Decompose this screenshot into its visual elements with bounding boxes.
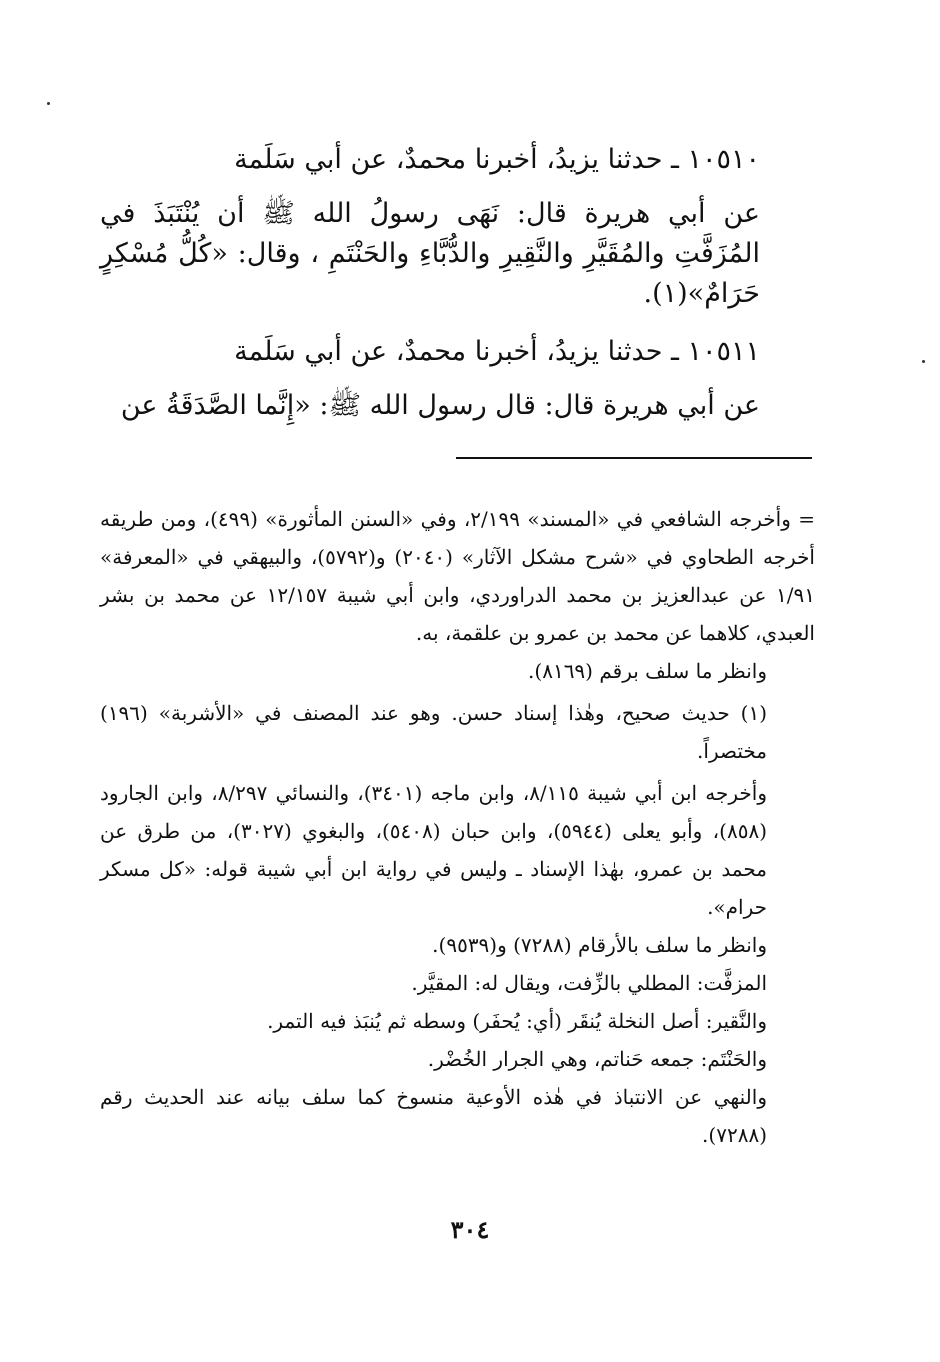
footnote-1-gloss-naqir: والنَّقير: أصل النخلة يُنقَر (أي: يُحفَر) وسطه ثم يُنبَذ فيه التمر. bbox=[267, 1009, 767, 1033]
footnote-separator bbox=[456, 457, 812, 459]
footnote-1-crossref: وانظر ما سلف بالأرقام (٧٢٨٨) و(٩٥٣٩). bbox=[432, 933, 767, 957]
footnote-continuation-ref: وانظر ما سلف برقم (٨١٦٩). bbox=[528, 659, 767, 683]
page-number: ٣٠٤ bbox=[450, 1215, 490, 1244]
footnote-1-sources: وأخرجه ابن أبي شيبة ٨/١١٥، وابن ماجه (٣٤٠١)، والنسائي ٨/٢٩٧، وابن الجارود (٨٥٨)، وأبو يعلى (٥٩٤٤)، وابن حبان (٥٤٠٨)، والبغوي (٣٠٢٧)، من طرق عن محمد بن عمرو، بهٰذا الإسناد ـ وليس في رواية ابن أبي شيبة قوله: «كل مسكر حرام». bbox=[100, 781, 767, 919]
footnote-1-gloss-hantam: والحَنْتَم: جمعه حَناتم، وهي الجرار الخُضْر. bbox=[427, 1047, 767, 1071]
hadith-10511-body: عن أبي هريرة قال: قال رسول الله ﷺ: «إِنَّما الصَّدَقَةُ عن bbox=[120, 390, 760, 421]
hadith-10510-body: عن أبي هريرة قال: نَهَى رسولُ الله ﷺ أن يُنْتَبَذَ في المُزَفَّتِ والمُقَيَّرِ والنَّقِيرِ والدُّبَّاءِ والحَنْتَمِ ، وقال: «كُلُّ مُسْكِرٍ حَرَامٌ»(١). bbox=[100, 198, 760, 309]
footnotes bbox=[100, 500, 815, 1154]
footnote-continuation: = وأخرجه الشافعي في «المسند» ٢/١٩٩، وفي «السنن المأثورة» (٤٩٩)، ومن طريقه أخرجه الطحاوي في «شرح مشكل الآثار» (٢٠٤٠) و(٥٧٩٢)، والبيهقي في «المعرفة» ١/٩١ عن عبدالعزيز بن محمد الدراوردي، وابن أبي شيبة ١٢/١٥٧ عن محمد بن بشر العبدي، كلاهما عن محمد بن عمرو بن علقمة، به. bbox=[100, 507, 815, 645]
footnote-1-abrogation: والنهي عن الانتباذ في هٰذه الأوعية منسوخ كما سلف بيانه عند الحديث رقم (٧٢٨٨). bbox=[100, 1085, 767, 1147]
main-text bbox=[100, 140, 815, 444]
footnote-1-gloss-muzaffat: المزفَّت: المطلي بالزِّفت، ويقال له: المقيَّر. bbox=[411, 971, 767, 995]
hadith-10511-header: ١٠٥١١ ـ حدثنا يزيدُ، أخبرنا محمدٌ، عن أبي سَلَمة bbox=[234, 336, 760, 367]
scan-speck bbox=[47, 102, 50, 105]
hadith-10510-header: ١٠٥١٠ ـ حدثنا يزيدُ، أخبرنا محمدٌ، عن أبي سَلَمة bbox=[234, 144, 760, 175]
footnote-1: (١) حديث صحيح، وهٰذا إسناد حسن. وهو عند المصنف في «الأشربة» (١٩٦) مختصراً. bbox=[100, 701, 767, 763]
scan-speck bbox=[922, 360, 925, 363]
